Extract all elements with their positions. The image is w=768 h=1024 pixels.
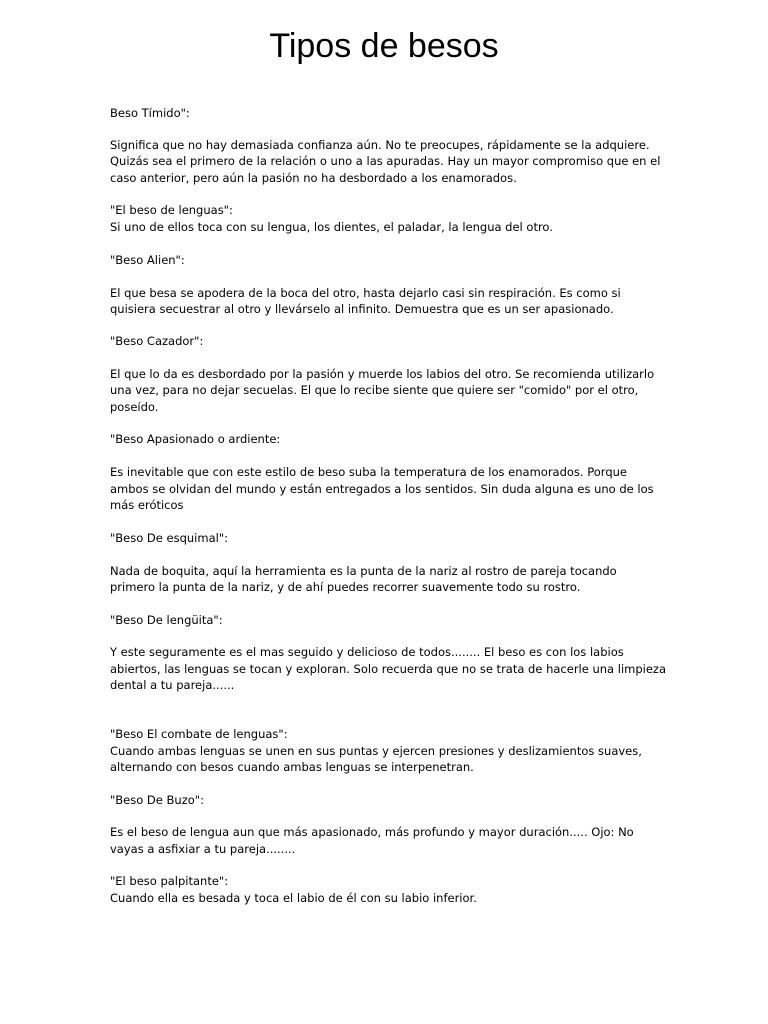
- text-line: vayas a asfixiar a tu pareja........: [110, 842, 296, 856]
- text-line: poseído.: [110, 400, 159, 414]
- text-line: El que lo da es desbordado por la pasión y muerde los labios del otro. Se recomienda utilizarlo: [110, 367, 655, 381]
- heading-beso-cazador: "Beso Cazador":: [110, 334, 204, 348]
- heading-beso-apasionado: "Beso Apasionado o ardiente:: [110, 432, 281, 446]
- text-line: ambos se olvidan del mundo y están entregados a los sentidos. Sin duda alguna es uno de los: [110, 482, 654, 496]
- text-line: Y este seguramente es el mas seguido y delicioso de todos........ El beso es con los labios: [110, 645, 624, 659]
- text-line: más eróticos: [110, 498, 184, 512]
- heading-beso-de-esquimal: "Beso De esquimal":: [110, 531, 228, 545]
- heading-beso-de-buzo: "Beso De Buzo":: [110, 793, 204, 807]
- text-line: Es inevitable que con este estilo de beso suba la temperatura de los enamorados. Porque: [110, 465, 627, 479]
- text-line: una vez, para no dejar secuelas. El que lo recibe siente que quiere ser "comido" por el otro,: [110, 383, 639, 397]
- text-line: Significa que no hay demasiada confianza aún. No te preocupes, rápidamente se la adquiere.: [110, 138, 650, 152]
- text-line: primero la punta de la nariz, y de ahí puedes recorrer suavemente todo su rostro.: [110, 580, 581, 594]
- text-line: quisiera secuestrar al otro y llevárselo al infinito. Demuestra que es un ser apasionado.: [110, 302, 614, 316]
- heading-beso-palpitante: "El beso palpitante":: [110, 874, 229, 888]
- text-line: dental a tu pareja......: [110, 678, 235, 692]
- heading-beso-de-lenguas: "El beso de lenguas":: [110, 203, 233, 217]
- text-line: Nada de boquita, aquí la herramienta es la punta de la nariz al rostro de pareja tocando: [110, 564, 617, 578]
- heading-beso-alien: "Beso Alien":: [110, 253, 185, 267]
- text-line: Cuando ella es besada y toca el labio de él con su labio inferior.: [110, 891, 477, 905]
- text-line: caso anterior, pero aún la pasión no ha desbordado a los enamorados.: [110, 171, 517, 185]
- text-line: alternando con besos cuando ambas lenguas se interpenetran.: [110, 760, 474, 774]
- text-line: Quizás sea el primero de la relación o uno a las apuradas. Hay un mayor compromiso que en el: [110, 154, 661, 168]
- page-title: Tipos de besos: [269, 27, 499, 65]
- text-line: El que besa se apodera de la boca del otro, hasta dejarlo casi sin respiración. Es como si: [110, 286, 621, 300]
- text-line: Es el beso de lengua aun que más apasionado, más profundo y mayor duración..... Ojo: No: [110, 825, 634, 839]
- heading-beso-de-lenguita: "Beso De lengüita":: [110, 613, 223, 627]
- heading-beso-combate-de-lenguas: "Beso El combate de lenguas":: [110, 727, 288, 741]
- heading-beso-timido: Beso Tímido":: [110, 106, 190, 120]
- text-line: Si uno de ellos toca con su lengua, los dientes, el paladar, la lengua del otro.: [110, 220, 553, 234]
- text-line: abiertos, las lenguas se tocan y exploran. Solo recuerda que no se trata de hacerle una limpieza: [110, 662, 666, 676]
- text-line: Cuando ambas lenguas se unen en sus puntas y ejercen presiones y deslizamientos suaves,: [110, 744, 642, 758]
